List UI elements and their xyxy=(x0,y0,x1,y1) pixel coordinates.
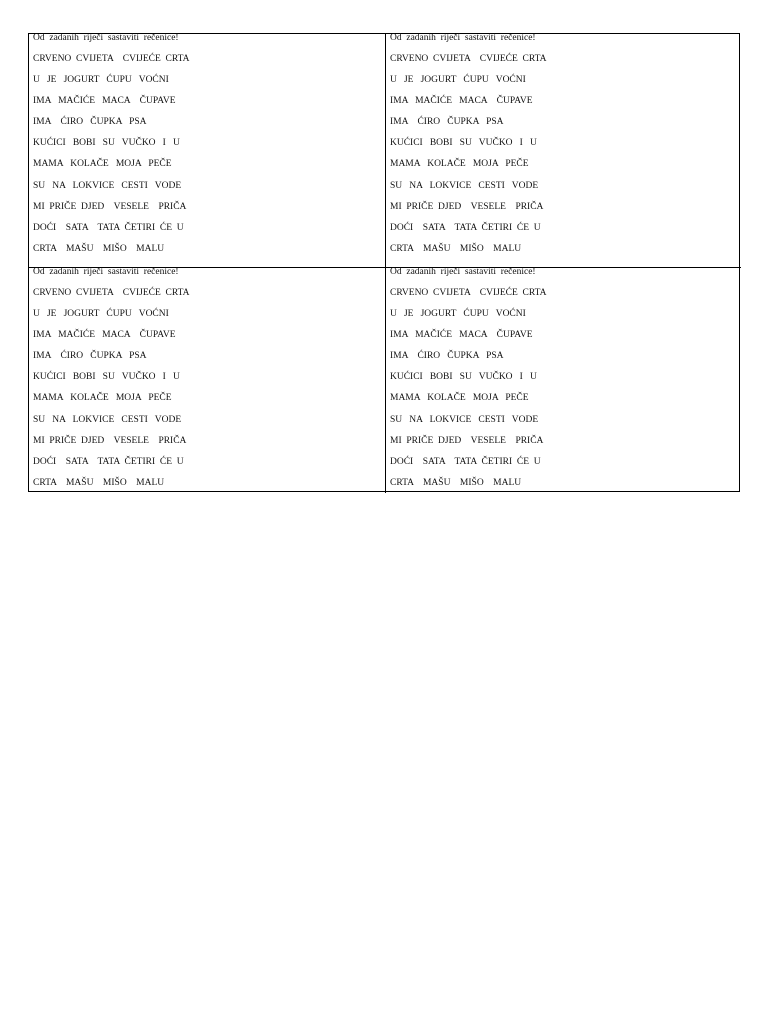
word-line: MI PRIČE DJED VESELE PRIČA xyxy=(33,201,187,212)
word-line: CRTA MAŠU MIŠO MALU xyxy=(390,243,522,254)
card-instruction: Od zadanih riječi sastaviti rečenice! xyxy=(33,33,179,43)
worksheet-card xyxy=(385,34,741,267)
word-line: U JE JOGURT ĆUPU VOĆNI xyxy=(33,309,169,320)
word-line: KUĆICI BOBI SU VUČKO I U xyxy=(33,138,180,149)
word-line: MAMA KOLAČE MOJA PEČE xyxy=(390,393,529,404)
word-line: IMA ĆIRO ČUPKA PSA xyxy=(390,117,504,128)
word-line: KUĆICI BOBI SU VUČKO I U xyxy=(390,138,537,149)
word-line: MAMA KOLAČE MOJA PEČE xyxy=(33,393,172,404)
word-line: IMA ĆIRO ČUPKA PSA xyxy=(33,117,147,128)
word-line: IMA MAČIĆE MACA ČUPAVE xyxy=(33,330,176,341)
word-line: CRVENO CVIJETA CVIJEĆE CRTA xyxy=(33,288,190,298)
word-line: CRVENO CVIJETA CVIJEĆE CRTA xyxy=(390,54,547,64)
word-line: KUĆICI BOBI SU VUČKO I U xyxy=(390,372,537,383)
word-line: DOĆI SATA TATA ČETIRI ĆE U xyxy=(33,222,184,233)
word-line: DOĆI SATA TATA ČETIRI ĆE U xyxy=(390,456,541,467)
word-line: U JE JOGURT ĆUPU VOĆNI xyxy=(33,75,169,86)
word-lines xyxy=(33,288,190,499)
word-line: MAMA KOLAČE MOJA PEČE xyxy=(33,159,172,170)
word-line: IMA MAČIĆE MACA ČUPAVE xyxy=(390,330,533,341)
word-lines xyxy=(390,54,547,265)
word-line: U JE JOGURT ĆUPU VOĆNI xyxy=(390,309,526,320)
word-line: MI PRIČE DJED VESELE PRIČA xyxy=(390,201,544,212)
word-line: IMA MAČIĆE MACA ČUPAVE xyxy=(33,96,176,107)
worksheet-card xyxy=(385,267,741,493)
word-line: CRVENO CVIJETA CVIJEĆE CRTA xyxy=(390,288,547,298)
word-line: MAMA KOLAČE MOJA PEČE xyxy=(390,159,529,170)
word-line: SU NA LOKVICE CESTI VODE xyxy=(390,414,539,425)
word-line: KUĆICI BOBI SU VUČKO I U xyxy=(33,372,180,383)
worksheet-table xyxy=(28,33,740,492)
card-instruction: Od zadanih riječi sastaviti rečenice! xyxy=(33,267,179,277)
word-line: MI PRIČE DJED VESELE PRIČA xyxy=(390,435,544,446)
word-lines xyxy=(390,288,547,499)
card-instruction: Od zadanih riječi sastaviti rečenice! xyxy=(390,33,536,43)
card-instruction: Od zadanih riječi sastaviti rečenice! xyxy=(390,267,536,277)
word-line: SU NA LOKVICE CESTI VODE xyxy=(390,180,539,191)
word-line: CRVENO CVIJETA CVIJEĆE CRTA xyxy=(33,54,190,64)
word-line: IMA MAČIĆE MACA ČUPAVE xyxy=(390,96,533,107)
word-line: MI PRIČE DJED VESELE PRIČA xyxy=(33,435,187,446)
word-line: IMA ĆIRO ČUPKA PSA xyxy=(33,351,147,362)
word-line: CRTA MAŠU MIŠO MALU xyxy=(33,477,165,488)
word-line: CRTA MAŠU MIŠO MALU xyxy=(33,243,165,254)
word-lines xyxy=(33,54,190,265)
word-line: DOĆI SATA TATA ČETIRI ĆE U xyxy=(390,222,541,233)
word-line: SU NA LOKVICE CESTI VODE xyxy=(33,414,182,425)
word-line: CRTA MAŠU MIŠO MALU xyxy=(390,477,522,488)
word-line: SU NA LOKVICE CESTI VODE xyxy=(33,180,182,191)
word-line: IMA ĆIRO ČUPKA PSA xyxy=(390,351,504,362)
worksheet-card xyxy=(29,34,385,267)
word-line: DOĆI SATA TATA ČETIRI ĆE U xyxy=(33,456,184,467)
worksheet-card xyxy=(29,267,385,493)
word-line: U JE JOGURT ĆUPU VOĆNI xyxy=(390,75,526,86)
